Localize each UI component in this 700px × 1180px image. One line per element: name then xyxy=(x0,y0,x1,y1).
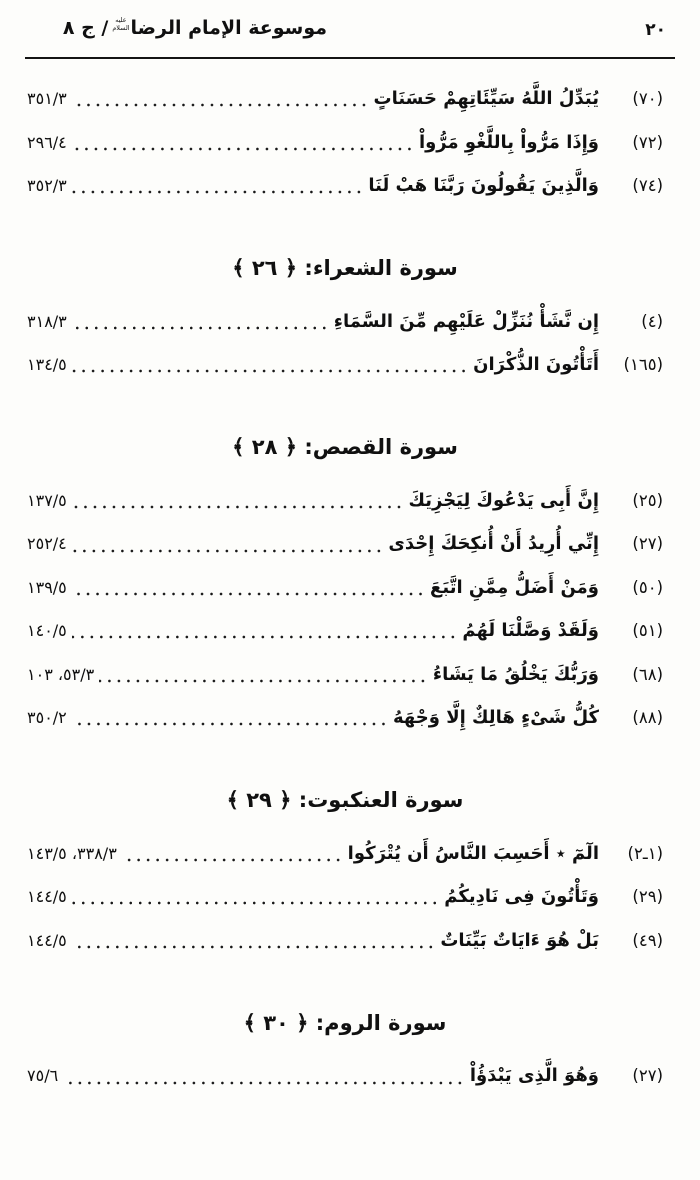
sura-section xyxy=(27,1008,663,1098)
dot-leader xyxy=(72,164,364,207)
verse-text: يُبَدِّلُ اللَّهُ سَيِّئَاتِهِمْ حَسَنَاتٍ xyxy=(373,88,599,110)
dot-leader xyxy=(72,120,414,163)
verse-text: وَمَنْ أَضَلُّ مِمَّنِ اتَّبَعَ xyxy=(430,576,599,598)
page-ref: ٧٥/٦ xyxy=(27,1066,59,1086)
verse-text: بَلْ هُوَ ءَايَاتٌ بَيِّنَاتٌ xyxy=(440,929,599,951)
book-title-text: موسوعة الإمام الرضا xyxy=(130,17,327,39)
sura-heading: سورة العنكبوت: ﴿ ٢٩ ﴾ xyxy=(226,788,464,813)
index-row xyxy=(27,832,663,875)
page-ref: ٢٩٦/٤ xyxy=(27,132,67,152)
index-row xyxy=(27,164,663,207)
page-ref: ٣٥٢/٣ xyxy=(27,175,67,195)
dot-leader xyxy=(72,918,436,961)
page-ref: ١٣٩/٥ xyxy=(27,577,67,597)
verse-text: وَالَّذِينَ يَقُولُونَ رَبَّنَا هَبْ لَنَا xyxy=(368,174,599,196)
verse-number: (٨٨) xyxy=(632,707,663,727)
page-ref: ١٤٠/٥ xyxy=(27,621,67,641)
header-rule xyxy=(25,57,675,59)
verse-text: أَتَأْتُونَ الذُّكْرَانَ xyxy=(473,354,599,376)
page-ref: ٥٣/٣، ١٠٣ xyxy=(27,664,95,684)
sura-section xyxy=(27,77,663,207)
honorific-alayhis-salam-icon: عليه السلام xyxy=(112,16,130,32)
index-row xyxy=(27,566,663,609)
verse-text: كُلُّ شَىْءٍ هَالِكٌ إِلَّا وَجْهَهُ xyxy=(392,706,599,728)
index-row xyxy=(27,479,663,522)
sura-heading: سورة الشعراء: ﴿ ٢٦ ﴾ xyxy=(232,256,458,281)
page-ref: ٣٥٠/٢ xyxy=(27,707,67,727)
verse-number: (٧٠) xyxy=(632,89,663,109)
page-ref: ١٣٤/٥ xyxy=(27,355,67,375)
dot-leader xyxy=(72,522,384,565)
verse-number: (٢٧) xyxy=(632,1066,663,1086)
verse-text: وَتَأْتُونَ فِى نَادِيكُمُ xyxy=(444,886,599,908)
verse-text: إِن نَّشَأْ نُنَزِّلْ عَلَيْهِم مِّنَ السَّمَاءِ xyxy=(333,310,599,332)
verse-text: إِنَّ أَبِى يَدْعُوكَ لِيَجْزِيَكَ xyxy=(408,490,599,512)
book-title xyxy=(63,17,327,39)
volume-label: / ج ٨ xyxy=(62,17,109,39)
verse-number: (٥٠) xyxy=(632,577,663,597)
index-row xyxy=(27,696,663,739)
index-row xyxy=(27,77,663,120)
index-row xyxy=(27,300,663,343)
sura-heading: سورة القصص: ﴿ ٢٨ ﴾ xyxy=(232,435,458,460)
verse-number: (٢٧) xyxy=(632,534,663,554)
dot-leader xyxy=(99,652,428,695)
verse-number: (٥١) xyxy=(632,621,663,641)
verse-text: وَإِذَا مَرُّواْ بِاللَّغْوِ مَرُّواْ xyxy=(418,131,599,153)
index-row xyxy=(27,343,663,386)
dot-leader xyxy=(72,343,468,386)
dot-leader xyxy=(72,609,458,652)
verse-number: (٦٨) xyxy=(632,664,663,684)
verse-text: وَهُوَ الَّذِى يَبْدَؤُاْ xyxy=(469,1065,599,1087)
dot-leader xyxy=(122,832,343,875)
sura-section xyxy=(27,432,663,739)
verse-number: (٧٢) xyxy=(632,132,663,152)
index-row xyxy=(27,522,663,565)
verse-number: (٢٥) xyxy=(632,491,663,511)
page-ref: ١٤٤/٥ xyxy=(27,930,67,950)
verse-number: (٧٤) xyxy=(632,175,663,195)
verse-text: الٓمٓ ٭ أَحَسِبَ النَّاسُ أَن يُتْرَكُوا xyxy=(347,842,599,864)
index-list xyxy=(0,59,700,1098)
dot-leader xyxy=(72,566,425,609)
dot-leader xyxy=(63,1054,465,1097)
sura-heading: سورة الروم: ﴿ ٣٠ ﴾ xyxy=(243,1010,447,1035)
index-row xyxy=(27,1054,663,1097)
sura-section xyxy=(27,253,663,386)
verse-text: إِنِّي أُرِيدُ أَنْ أُنكِحَكَ إِحْدَى xyxy=(388,533,599,555)
verse-text: وَلَقَدْ وَصَّلْنَا لَهُمُ xyxy=(462,620,599,642)
index-row xyxy=(27,652,663,695)
index-row xyxy=(27,875,663,918)
dot-leader xyxy=(72,479,404,522)
page-number: ٢٠ xyxy=(645,20,666,40)
dot-leader xyxy=(72,696,388,739)
page-ref: ١٤٤/٥ xyxy=(27,887,67,907)
verse-number: (١٦٥) xyxy=(623,355,663,375)
dot-leader xyxy=(72,300,329,343)
verse-number: (١ـ٢) xyxy=(627,843,663,863)
page-ref: ٣٥١/٣ xyxy=(27,89,67,109)
page-header xyxy=(0,0,700,59)
verse-text: وَرَبُّكَ يَخْلُقُ مَا يَشَاءُ xyxy=(432,663,599,685)
verse-number: (٤٩) xyxy=(632,930,663,950)
index-row xyxy=(27,120,663,163)
dot-leader xyxy=(72,77,369,120)
page-ref: ١٣٧/٥ xyxy=(27,491,67,511)
index-row xyxy=(27,609,663,652)
page-ref: ٣١٨/٣ xyxy=(27,311,67,331)
page-ref: ٣٣٨/٣، ١٤٣/٥ xyxy=(27,843,117,863)
index-row xyxy=(27,918,663,961)
verse-number: (٤) xyxy=(641,311,663,331)
dot-leader xyxy=(72,875,439,918)
verse-number: (٢٩) xyxy=(632,887,663,907)
page-ref: ٢٥٢/٤ xyxy=(27,534,67,554)
sura-section xyxy=(27,785,663,962)
